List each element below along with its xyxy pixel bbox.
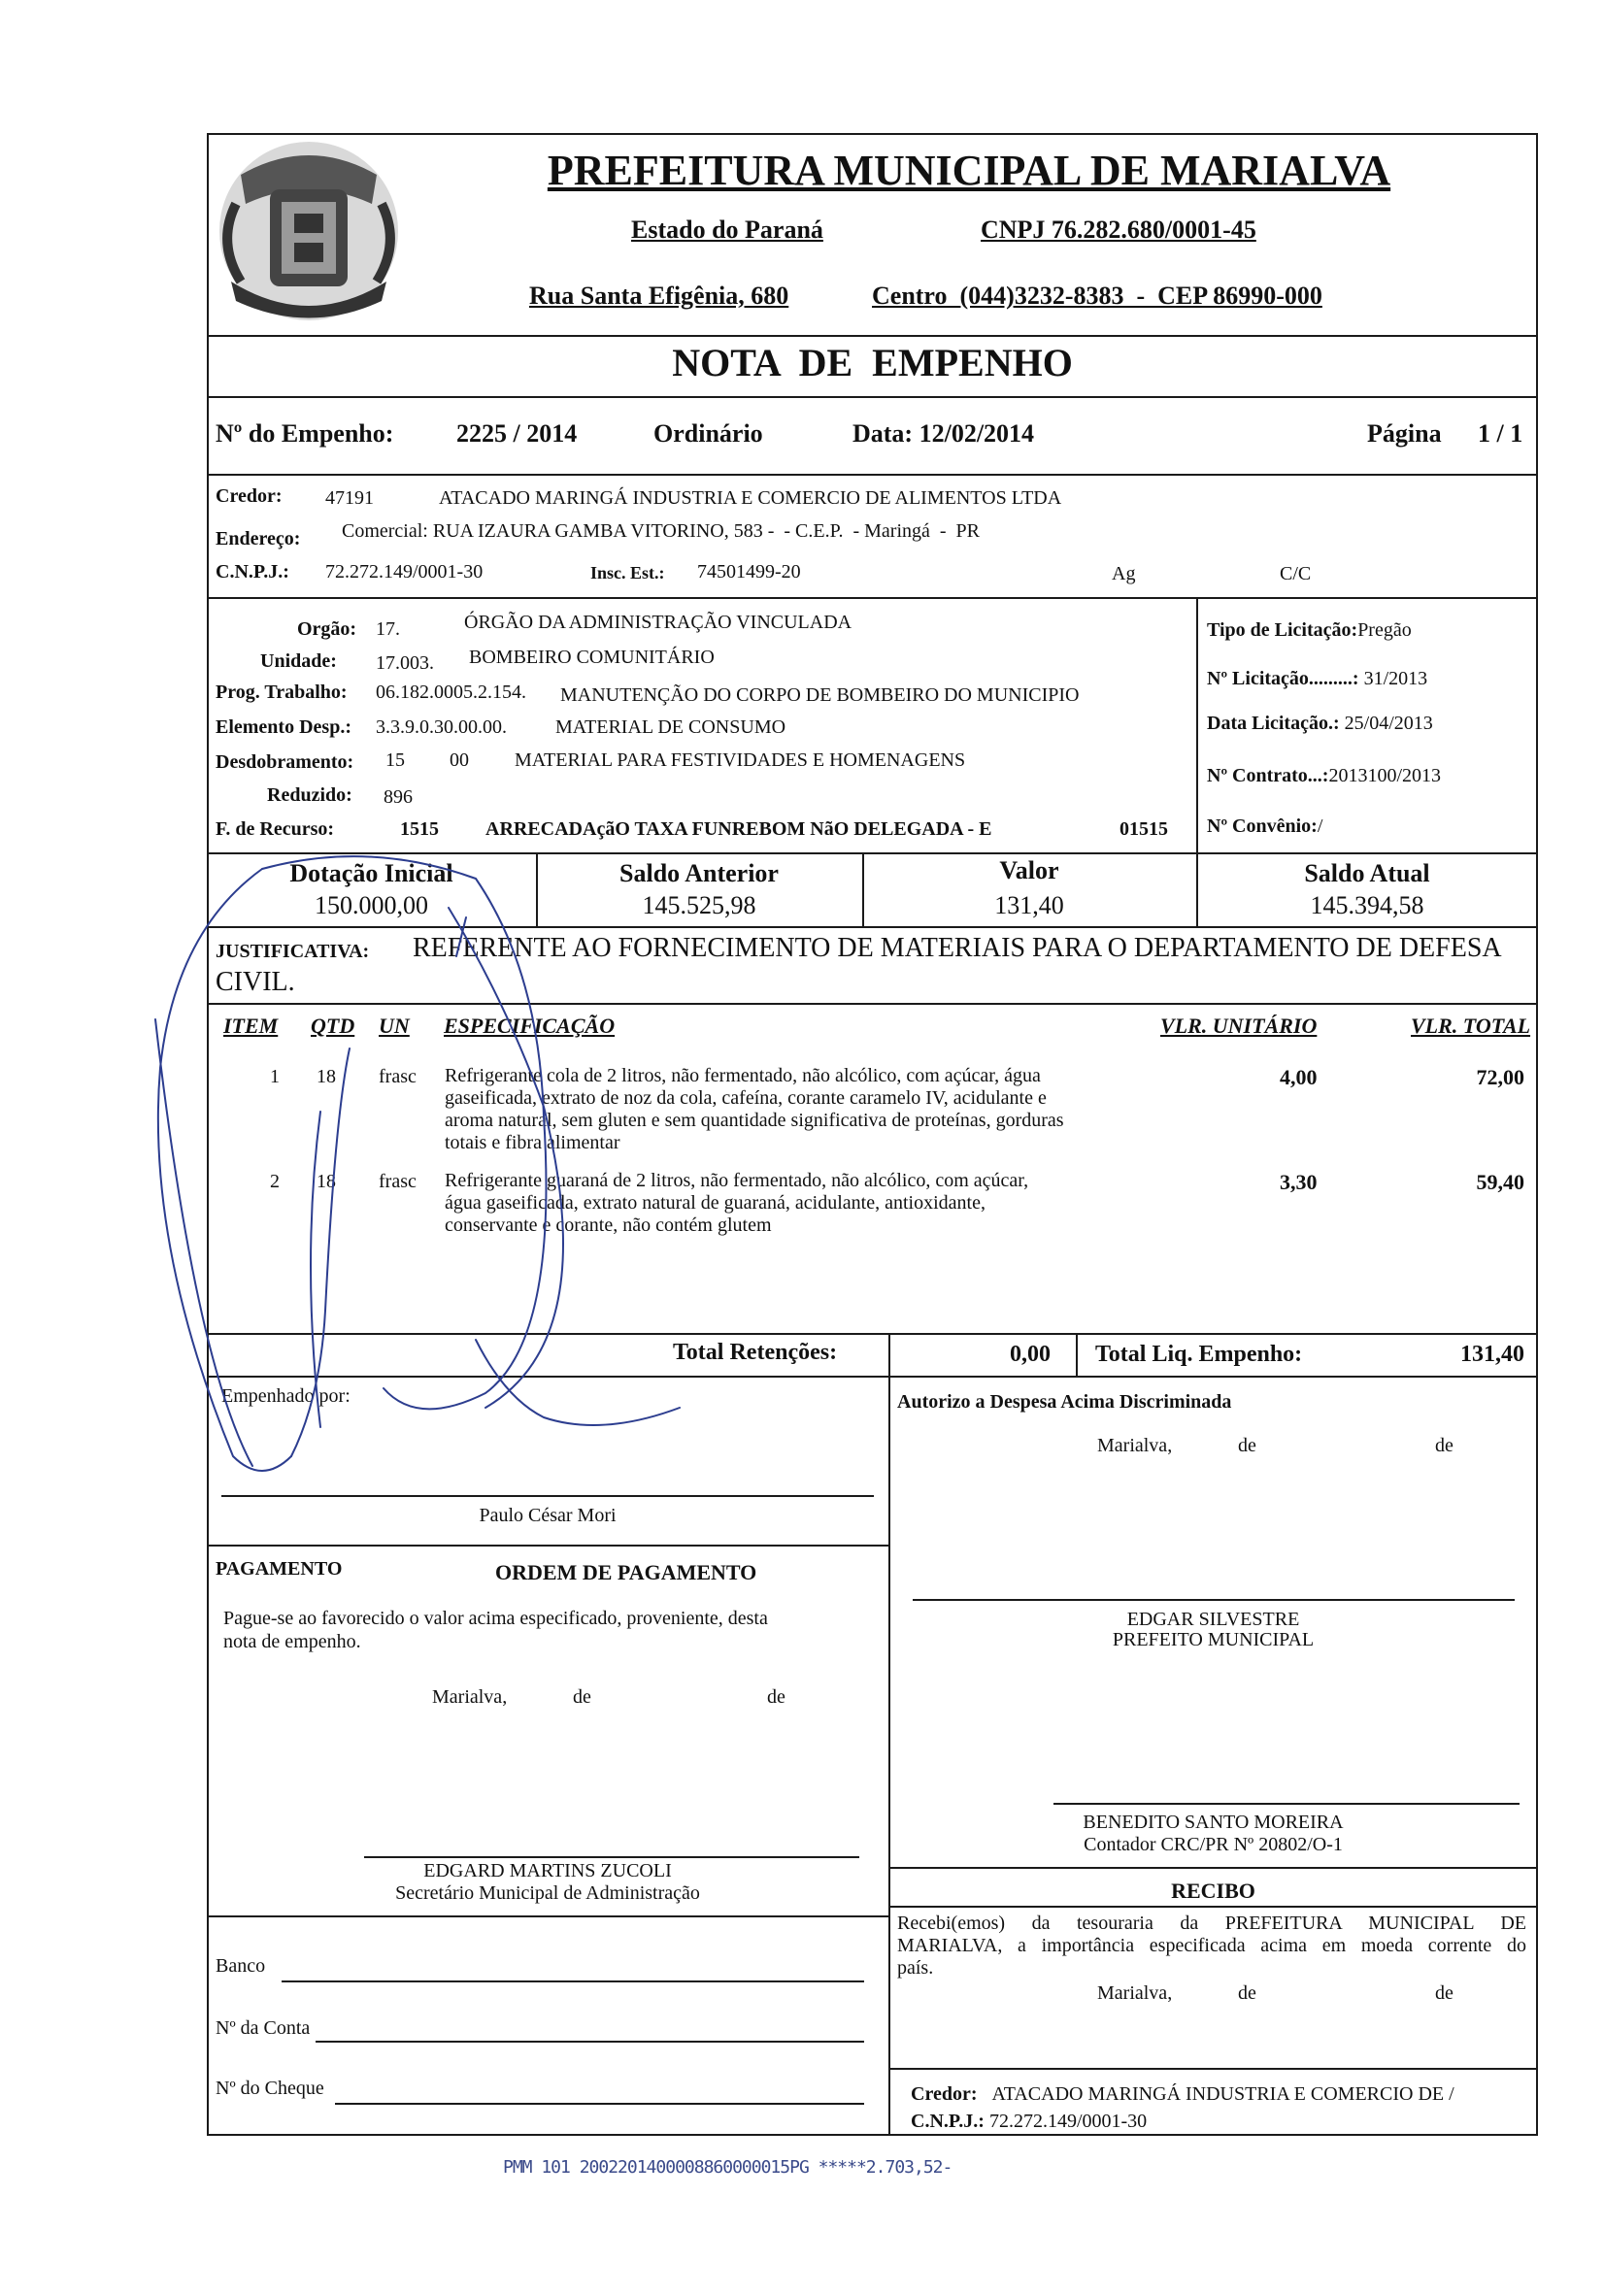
tipo-licitacao — [1207, 619, 1412, 642]
numero-licitacao-value: 31/2013 — [1363, 668, 1428, 689]
justificativa-label: JUSTIFICATIVA: — [216, 941, 370, 962]
justificativa-text-1: REFERENTE AO FORNECIMENTO DE MATERIAIS PARA O DEPARTAMENTO DE DEFESA — [413, 933, 1502, 963]
saldo-atual-value: 145.394,58 — [1310, 891, 1424, 919]
dotacao-inicial-value: 150.000,00 — [315, 891, 428, 919]
page-label: Página — [1367, 419, 1442, 448]
item-1-desc-line: aroma natural, sem gluten e sem quantidade significativa de proteínas, gorduras — [445, 1110, 1064, 1131]
de-label: de — [1435, 1435, 1454, 1456]
contador-nome: BENEDITO SANTO MOREIRA — [1083, 1812, 1344, 1833]
desd-label: Desdobramento: — [216, 751, 354, 773]
document-title: NOTA DE EMPENHO — [672, 341, 1073, 384]
recurso-code2: 01515 — [1119, 818, 1168, 840]
saldo-anterior-value: 145.525,98 — [642, 891, 756, 919]
cc-label: C/C — [1280, 563, 1312, 584]
unidade-code: 17.003. — [376, 652, 434, 674]
prefeito-cargo: PREFEITO MUNICIPAL — [1112, 1629, 1315, 1650]
secretario-cargo: Secretário Municipal de Administração — [395, 1882, 700, 1904]
prog-code: 06.182.0005.2.154. — [376, 682, 526, 703]
item-2-number: 2 — [270, 1171, 280, 1192]
total-liq-value: 131,40 — [1460, 1342, 1524, 1367]
recibo-text-line: Recebi(emos) da tesouraria da PREFEITURA MUNICIPAL DE — [897, 1913, 1526, 1934]
recibo-text-line: MARIALVA, a importância especificada acima em moeda corrente do — [897, 1935, 1526, 1956]
empenhado-por-label: Empenhado por: — [221, 1385, 351, 1407]
conta-field[interactable] — [316, 2041, 864, 2043]
numero-licitacao — [1207, 668, 1427, 690]
header-street: Rua Santa Efigênia, 680 — [529, 282, 789, 310]
recibo-text-line: país. — [897, 1957, 934, 1979]
col-un: UN — [379, 1014, 410, 1038]
item-1-number: 1 — [270, 1066, 280, 1087]
data-licitacao-value: 25/04/2013 — [1344, 713, 1433, 734]
insc-label: Insc. Est.: — [590, 563, 665, 582]
header-cnpj: CNPJ 76.282.680/0001-45 — [981, 216, 1256, 244]
address-label: Endereço: — [216, 528, 301, 549]
prog-label: Prog. Trabalho: — [216, 682, 348, 703]
numero-convenio-label: Nº Convênio: — [1207, 815, 1318, 837]
pagamento-texto-1: Pague-se ao favorecido o valor acima especificado, proveniente, desta — [223, 1608, 768, 1629]
tipo-licitacao-value: Pregão — [1357, 619, 1412, 641]
cheque-label: Nº do Cheque — [216, 2078, 324, 2099]
elem-label: Elemento Desp.: — [216, 716, 351, 738]
credor-address: Comercial: RUA IZAURA GAMBA VITORINO, 583 - - C.E.P. - Maringá - PR — [342, 520, 981, 542]
de-label: de — [1238, 1435, 1256, 1456]
page-number: 1 / 1 — [1478, 419, 1523, 448]
ordem-pagamento-title: ORDEM DE PAGAMENTO — [495, 1560, 757, 1584]
cnpj-label: C.N.P.J.: — [216, 561, 289, 582]
de-label: de — [767, 1686, 785, 1708]
col-qtd: QTD — [311, 1014, 355, 1038]
conta-label: Nº da Conta — [216, 2017, 311, 2039]
recurso-code: 1515 — [400, 818, 439, 840]
empenho-number: 2225 / 2014 — [456, 419, 578, 448]
banco-field[interactable] — [282, 1980, 864, 1982]
numero-convenio-value: / — [1317, 815, 1323, 837]
reduzido-value: 896 — [384, 786, 413, 808]
header-state: Estado do Paraná — [631, 216, 823, 244]
total-liq-label: Total Liq. Empenho: — [1095, 1342, 1303, 1367]
col-especificacao: ESPECIFICAÇÃO — [444, 1014, 616, 1038]
total-retencoes-label: Total Retenções: — [673, 1340, 838, 1365]
pagamento-texto-2: nota de empenho. — [223, 1631, 361, 1652]
unidade-name: BOMBEIRO COMUNITÁRIO — [469, 647, 715, 668]
recibo-credor-label: Credor: — [911, 2083, 978, 2105]
col-vlr-unitario: VLR. UNITÁRIO — [1160, 1014, 1318, 1038]
empenho-number-label: Nº do Empenho: — [216, 419, 394, 448]
item-1-desc-line: Refrigerante cola de 2 litros, não fermentado, não alcólico, com açúcar, água — [445, 1065, 1041, 1086]
empenhado-por-nome: Paulo César Mori — [479, 1505, 617, 1526]
col-vlr-total: VLR. TOTAL — [1411, 1014, 1531, 1038]
col-item: ITEM — [223, 1014, 279, 1038]
marialva-label: Marialva, — [1097, 1435, 1173, 1456]
item-1-desc-line: totais e fibra alimentar — [445, 1132, 620, 1153]
recibo-cnpj-label: C.N.P.J.: — [911, 2111, 985, 2132]
recibo-cnpj-value: 72.272.149/0001-30 — [988, 2111, 1148, 2132]
de-label: de — [573, 1686, 591, 1708]
secretario-nome: EDGARD MARTINS ZUCOLI — [423, 1860, 672, 1881]
dotacao-inicial-label: Dotação Inicial — [289, 859, 453, 887]
header-contact: Centro (044)3232-8383 - CEP 86990-000 — [872, 282, 1322, 310]
marialva-label: Marialva, — [1097, 1982, 1173, 2004]
orgao-label: Orgão: — [297, 618, 357, 640]
empenho-date: Data: 12/02/2014 — [852, 419, 1035, 448]
item-1-desc-line: gaseificada, extrato de noz da cola, cafeína, corante caramelo IV, acidulante e — [445, 1087, 1047, 1109]
valor-value: 131,40 — [994, 891, 1064, 919]
saldo-atual-label: Saldo Atual — [1304, 859, 1430, 887]
item-2-qtd: 18 — [317, 1171, 336, 1192]
ag-label: Ag — [1112, 563, 1136, 584]
item-2-desc-line: Refrigerante guaraná de 2 litros, não fermentado, não alcólico, com açúcar, — [445, 1170, 1029, 1191]
credor-code: 47191 — [325, 487, 374, 509]
contador-crc: Contador CRC/PR Nº 20802/O-1 — [1084, 1834, 1343, 1855]
de-label: de — [1238, 1982, 1256, 2004]
empenho-type: Ordinário — [653, 419, 763, 448]
prefeito-nome: EDGAR SILVESTRE — [1126, 1609, 1300, 1630]
crest-icon — [212, 136, 406, 330]
credor-label: Credor: — [216, 485, 283, 507]
credor-cnpj: 72.272.149/0001-30 — [325, 561, 484, 582]
item-2-total-value: 59,40 — [1476, 1170, 1524, 1194]
elem-name: MATERIAL DE CONSUMO — [555, 716, 786, 738]
header-title: PREFEITURA MUNICIPAL DE MARIALVA — [547, 147, 1391, 194]
document-code: PMM 101 2002201400008860000015PG *****2.703,52- — [503, 2157, 952, 2178]
valor-label: Valor — [999, 856, 1059, 884]
data-licitacao — [1207, 713, 1433, 735]
prog-name: MANUTENÇÃO DO CORPO DE BOMBEIRO DO MUNICIPIO — [560, 684, 1080, 706]
numero-convenio — [1207, 815, 1322, 838]
item-2-unit-value: 3,30 — [1280, 1170, 1318, 1194]
numero-licitacao-label: Nº Licitação.........: — [1207, 668, 1359, 689]
recibo-marialva — [1097, 1982, 1534, 2005]
desd-name: MATERIAL PARA FESTIVIDADES E HOMENAGENS — [515, 749, 966, 771]
recibo-title: RECIBO — [1171, 1879, 1255, 1903]
autorizo-marialva — [1097, 1435, 1534, 1457]
de-label: de — [1435, 1982, 1454, 2004]
banco-label: Banco — [216, 1955, 266, 1977]
item-1-qtd: 18 — [317, 1066, 336, 1087]
numero-contrato-value: 2013100/2013 — [1328, 765, 1442, 786]
recibo-credor-value: ATACADO MARINGÁ INDUSTRIA E COMERCIO DE / — [991, 2083, 1454, 2105]
unidade-label: Unidade: — [260, 650, 337, 672]
item-1-description — [445, 1065, 1139, 1154]
recurso-name: ARRECADAçãO TAXA FUNREBOM NãO DELEGADA - E — [485, 818, 992, 840]
desd-code2: 00 — [450, 749, 469, 771]
recibo-text — [897, 1913, 1526, 1980]
pagamento-label: PAGAMENTO — [216, 1558, 343, 1580]
item-2-desc-line: conservante e corante, não contém glutem — [445, 1215, 772, 1236]
item-2-un: frasc — [379, 1171, 417, 1192]
saldo-anterior-label: Saldo Anterior — [619, 859, 779, 887]
reduzido-label: Reduzido: — [267, 784, 352, 806]
tipo-licitacao-label: Tipo de Licitação: — [1207, 619, 1358, 641]
item-1-un: frasc — [379, 1066, 417, 1087]
justificativa-text-2: CIVIL. — [216, 967, 295, 997]
item-1-unit-value: 4,00 — [1280, 1065, 1318, 1089]
numero-contrato-label: Nº Contrato...: — [1207, 765, 1329, 786]
item-1-total-value: 72,00 — [1476, 1065, 1524, 1089]
numero-contrato — [1207, 765, 1441, 787]
marialva-label: Marialva, — [432, 1686, 508, 1708]
item-2-description — [445, 1170, 1139, 1237]
item-2-desc-line: água gaseificada, extrato natural de guaraná, acidulante, antioxidante, — [445, 1192, 986, 1214]
recibo-cnpj — [911, 2111, 1147, 2133]
cheque-field[interactable] — [335, 2103, 864, 2105]
total-retencoes-value: 0,00 — [1010, 1342, 1051, 1367]
credor-insc: 74501499-20 — [697, 561, 801, 582]
municipal-crest — [212, 136, 406, 330]
autorizo-text: Autorizo a Despesa Acima Discriminada — [897, 1391, 1232, 1413]
credor-name: ATACADO MARINGÁ INDUSTRIA E COMERCIO DE ALIMENTOS LTDA — [439, 487, 1062, 509]
recurso-label: F. de Recurso: — [216, 818, 335, 840]
orgao-name: ÓRGÃO DA ADMINISTRAÇÃO VINCULADA — [464, 612, 852, 633]
orgao-code: 17. — [376, 618, 400, 640]
pagamento-marialva — [432, 1686, 869, 1709]
recibo-credor — [911, 2083, 1532, 2106]
data-licitacao-label: Data Licitação.: — [1207, 713, 1340, 734]
desd-code1: 15 — [385, 749, 405, 771]
elem-code: 3.3.9.0.30.00.00. — [376, 716, 507, 738]
